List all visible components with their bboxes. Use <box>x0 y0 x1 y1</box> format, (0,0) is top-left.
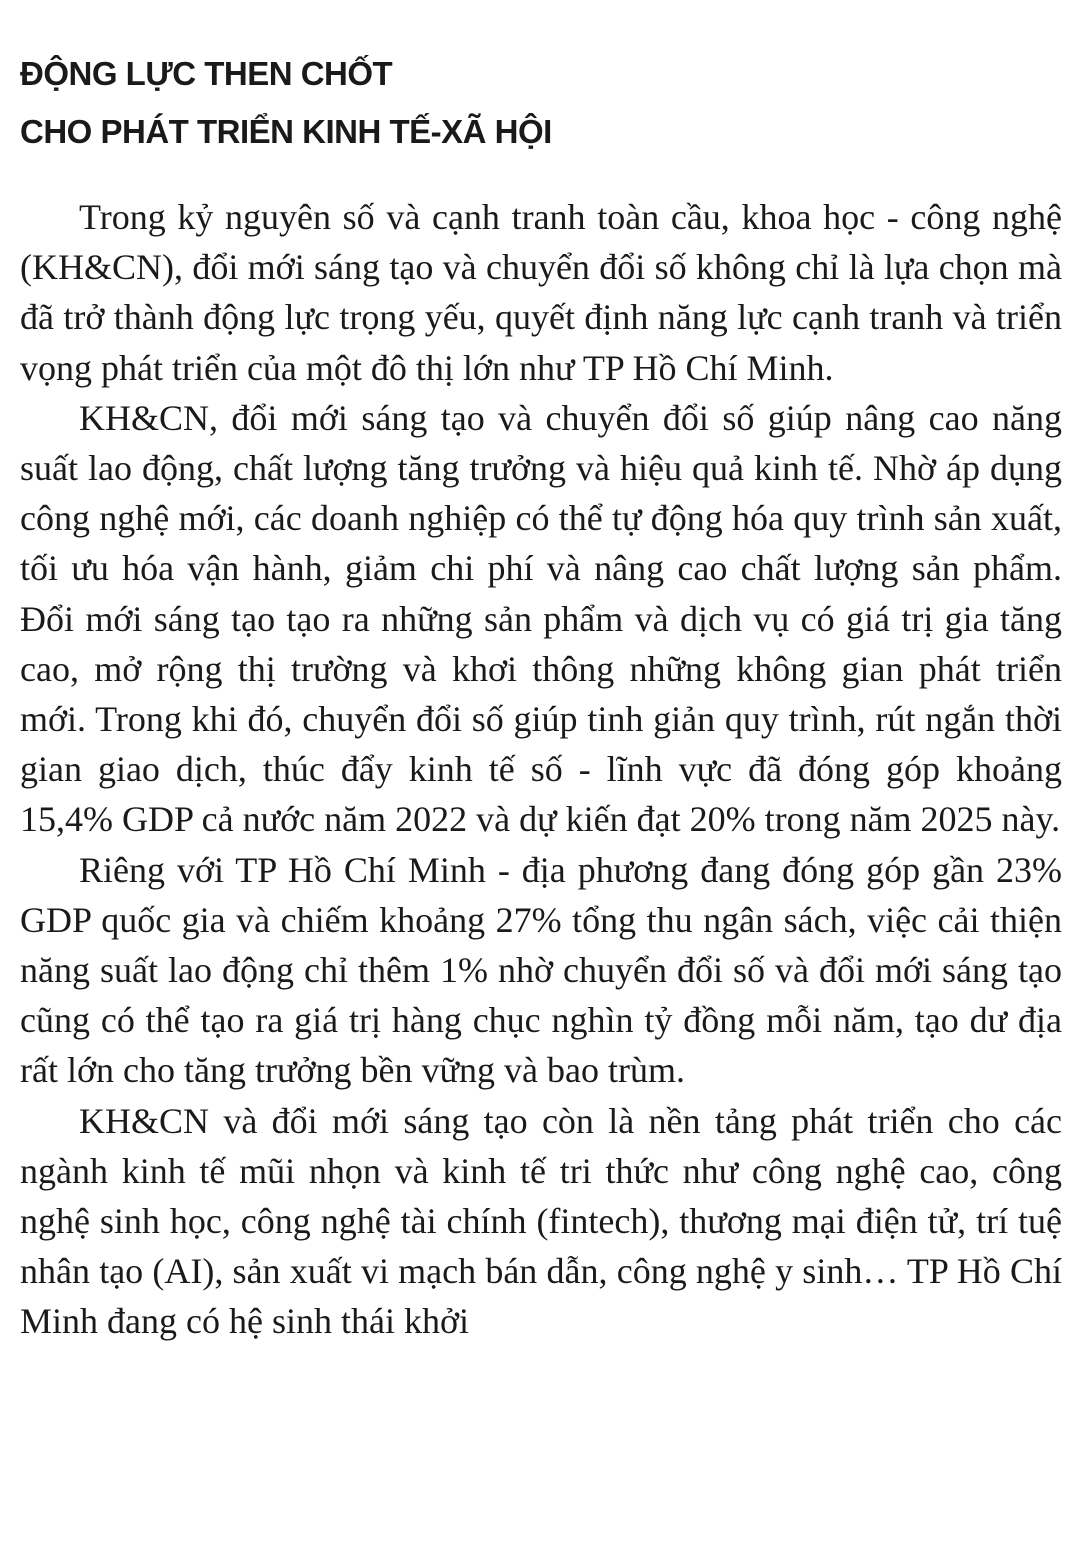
paragraph-1: Trong kỷ nguyên số và cạnh tranh toàn cầu, khoa học - công nghệ (KH&CN), đổi mới sáng tạo và chuyển đổi số không chỉ là lựa chọn mà đã trở thành động lực trọng yếu, quyết định năng lực cạnh tranh và triển vọng phát triển của một đô thị lớn như TP Hồ Chí Minh. <box>20 197 1062 388</box>
paragraph-3: Riêng với TP Hồ Chí Minh - địa phương đang đóng góp gần 23% GDP quốc gia và chiếm khoảng 27% tổng thu ngân sách, việc cải thiện năng suất lao động chỉ thêm 1% nhờ chuyển đổi số và đổi mới sáng tạo cũng có thể tạo ra giá trị hàng chục nghìn tỷ đồng mỗi năm, tạo dư địa rất lớn cho tăng trưởng bền vững và bao trùm. <box>20 849 1062 1091</box>
paragraph-4: KH&CN và đổi mới sáng tạo còn là nền tảng phát triển cho các ngành kinh tế mũi nhọn và kinh tế tri thức như công nghệ cao, công nghệ sinh học, công nghệ tài chính (fintech), thương mại điện tử, trí tuệ nhân tạo (AI), sản xuất vi mạch bán dẫn, công nghệ y sinh… TP Hồ Chí Minh đang có hệ sinh thái khởi <box>20 1100 1062 1342</box>
heading-line-2: CHO PHÁT TRIỂN KINH TẾ-XÃ HỘI <box>20 113 552 150</box>
article-body <box>20 192 1062 1347</box>
heading-line-1: ĐỘNG LỰC THEN CHỐT <box>20 55 393 92</box>
article <box>20 45 1062 1347</box>
article-heading <box>20 45 1062 161</box>
paragraph-2: KH&CN, đổi mới sáng tạo và chuyển đổi số giúp nâng cao năng suất lao động, chất lượng tăng trưởng và hiệu quả kinh tế. Nhờ áp dụng công nghệ mới, các doanh nghiệp có thể tự động hóa quy trình sản xuất, tối ưu hóa vận hành, giảm chi phí và nâng cao chất lượng sản phẩm. Đổi mới sáng tạo tạo ra những sản phẩm và dịch vụ có giá trị gia tăng cao, mở rộng thị trường và khơi thông những không gian phát triển mới. Trong khi đó, chuyển đổi số giúp tinh giản quy trình, rút ngắn thời gian giao dịch, thúc đẩy kinh tế số - lĩnh vực đã đóng góp khoảng 15,4% GDP cả nước năm 2022 và dự kiến đạt 20% trong năm 2025 này. <box>20 397 1062 840</box>
